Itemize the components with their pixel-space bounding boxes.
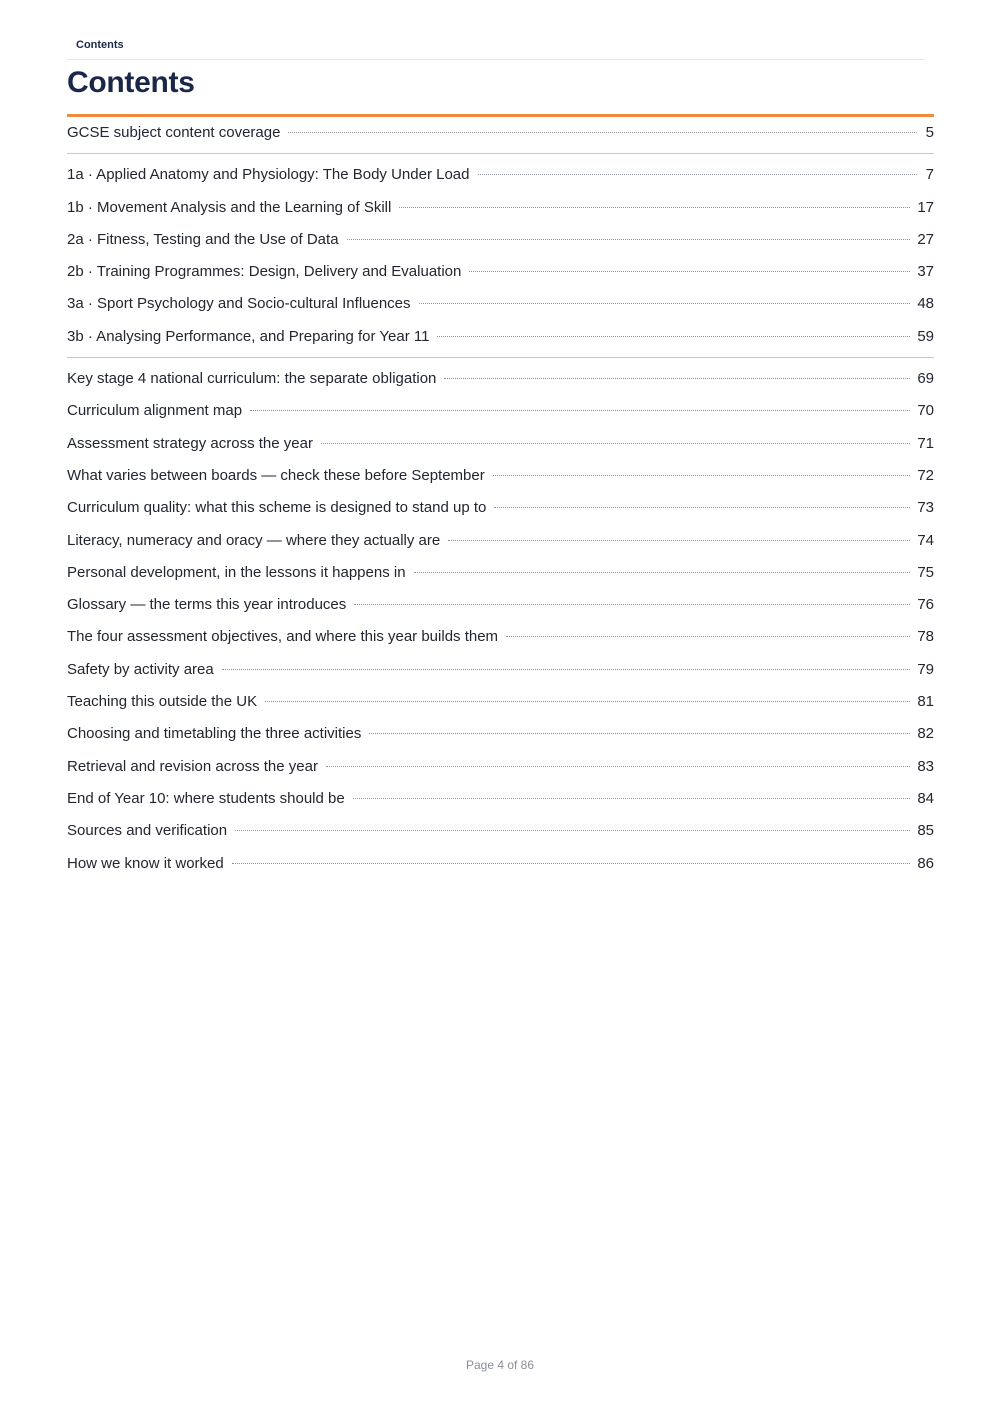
toc-entry-page-number: 83 xyxy=(917,757,934,775)
toc-entry-page-number: 84 xyxy=(917,789,934,807)
toc-entry-title: What varies between boards — check these before September xyxy=(67,466,485,484)
running-header-label: Contents xyxy=(76,39,124,51)
toc-entry-title: Retrieval and revision across the year xyxy=(67,757,318,775)
toc-entry-title: Personal development, in the lessons it happens in xyxy=(67,563,406,581)
toc-entry-title: Assessment strategy across the year xyxy=(67,434,313,452)
toc-entry-page-number: 73 xyxy=(917,499,934,517)
toc-entry[interactable] xyxy=(67,621,934,653)
toc-entry[interactable] xyxy=(67,492,934,524)
toc-entry-page-number: 7 xyxy=(925,166,934,184)
dot-leader xyxy=(235,830,910,831)
toc-entry[interactable] xyxy=(67,117,934,149)
toc-entry-title: Key stage 4 national curriculum: the separate obligation xyxy=(67,370,437,388)
toc-entry-page-number: 70 xyxy=(917,402,934,420)
toc-entry-page-number: 69 xyxy=(917,370,934,388)
toc-entry[interactable] xyxy=(67,718,934,750)
dot-leader xyxy=(369,733,910,734)
toc-entry-page-number: 5 xyxy=(925,124,934,141)
toc-entry-page-number: 85 xyxy=(917,822,934,840)
toc-entry[interactable] xyxy=(67,288,934,320)
dot-leader xyxy=(469,271,910,272)
dot-leader xyxy=(288,132,917,133)
dot-leader xyxy=(419,303,911,304)
dot-leader xyxy=(506,636,910,637)
toc-entry[interactable] xyxy=(67,848,934,880)
dot-leader xyxy=(478,174,918,175)
toc-entry-title: 1b · Movement Analysis and the Learning of Skill xyxy=(67,198,392,216)
dot-leader xyxy=(354,604,910,605)
toc-section xyxy=(67,154,934,358)
toc-entry-title: Literacy, numeracy and oracy — where they actually are xyxy=(67,531,441,549)
toc-entry-page-number: 74 xyxy=(917,531,934,549)
dot-leader xyxy=(222,669,911,670)
page-footer: Page 4 of 86 xyxy=(465,1358,535,1372)
toc-entry-page-number: 76 xyxy=(917,596,934,614)
toc-entry-title: Safety by activity area xyxy=(67,660,214,678)
toc-entry-title: Curriculum quality: what this scheme is designed to stand up to xyxy=(67,499,487,517)
dot-leader xyxy=(448,540,910,541)
toc-entry[interactable] xyxy=(67,525,934,557)
toc-entry-title: 2a · Fitness, Testing and the Use of Data xyxy=(67,230,339,248)
toc-entry-page-number: 79 xyxy=(917,660,934,678)
toc-entry[interactable] xyxy=(67,395,934,427)
toc-entry[interactable] xyxy=(67,557,934,589)
dot-leader xyxy=(444,378,910,379)
toc-section xyxy=(67,358,934,884)
toc-entry-title: Choosing and timetabling the three activities xyxy=(67,725,362,743)
toc-entry[interactable] xyxy=(67,751,934,783)
toc-entry-page-number: 78 xyxy=(917,628,934,646)
toc-section xyxy=(67,117,934,154)
dot-leader xyxy=(399,207,910,208)
toc-entry-page-number: 59 xyxy=(917,327,934,345)
toc-entry-title: 3b · Analysing Performance, and Preparing for Year 11 xyxy=(67,327,430,345)
toc-entry-title: The four assessment objectives, and where this year builds them xyxy=(67,628,499,646)
dot-leader xyxy=(250,410,910,411)
toc-entry[interactable] xyxy=(67,159,934,191)
toc-entry-page-number: 71 xyxy=(917,434,934,452)
toc-entry[interactable] xyxy=(67,363,934,395)
toc-entry-title: Curriculum alignment map xyxy=(67,402,243,420)
toc-entry[interactable] xyxy=(67,460,934,492)
toc-entry[interactable] xyxy=(67,654,934,686)
dot-leader xyxy=(437,336,910,337)
dot-leader xyxy=(347,239,911,240)
toc-entry[interactable] xyxy=(67,783,934,815)
toc-entry[interactable] xyxy=(67,224,934,256)
toc-entry-title: 1a · Applied Anatomy and Physiology: The Body Under Load xyxy=(67,166,470,184)
toc-entry-page-number: 86 xyxy=(917,854,934,872)
toc-entry[interactable] xyxy=(67,815,934,847)
toc-entry[interactable] xyxy=(67,589,934,621)
toc-entry[interactable] xyxy=(67,321,934,353)
running-header xyxy=(67,37,924,60)
toc-entry-title: Sources and verification xyxy=(67,822,228,840)
table-of-contents xyxy=(67,117,934,884)
toc-entry-page-number: 81 xyxy=(917,693,934,711)
dot-leader xyxy=(321,443,910,444)
dot-leader xyxy=(414,572,911,573)
toc-entry-title: 3a · Sport Psychology and Socio-cultural Influences xyxy=(67,295,411,313)
dot-leader xyxy=(494,507,910,508)
toc-entry-title: 2b · Training Programmes: Design, Delivery and Evaluation xyxy=(67,263,462,281)
dot-leader xyxy=(265,701,910,702)
toc-entry-page-number: 17 xyxy=(917,198,934,216)
toc-entry-title: Teaching this outside the UK xyxy=(67,693,258,711)
toc-entry[interactable] xyxy=(67,256,934,288)
page-title: Contents xyxy=(67,66,195,99)
dot-leader xyxy=(232,863,911,864)
toc-entry-page-number: 37 xyxy=(917,263,934,281)
toc-entry-title: End of Year 10: where students should be xyxy=(67,789,345,807)
toc-entry-title: Glossary — the terms this year introduces xyxy=(67,596,347,614)
toc-entry-page-number: 72 xyxy=(917,466,934,484)
toc-entry-page-number: 75 xyxy=(917,563,934,581)
toc-entry-page-number: 82 xyxy=(917,725,934,743)
toc-entry-title: GCSE subject content coverage xyxy=(67,124,281,141)
toc-entry-page-number: 48 xyxy=(917,295,934,313)
dot-leader xyxy=(353,798,911,799)
dot-leader xyxy=(326,766,910,767)
toc-entry-title: How we know it worked xyxy=(67,854,224,872)
toc-entry-page-number: 27 xyxy=(917,230,934,248)
toc-entry[interactable] xyxy=(67,192,934,224)
toc-entry[interactable] xyxy=(67,686,934,718)
toc-entry[interactable] xyxy=(67,428,934,460)
dot-leader xyxy=(493,475,911,476)
